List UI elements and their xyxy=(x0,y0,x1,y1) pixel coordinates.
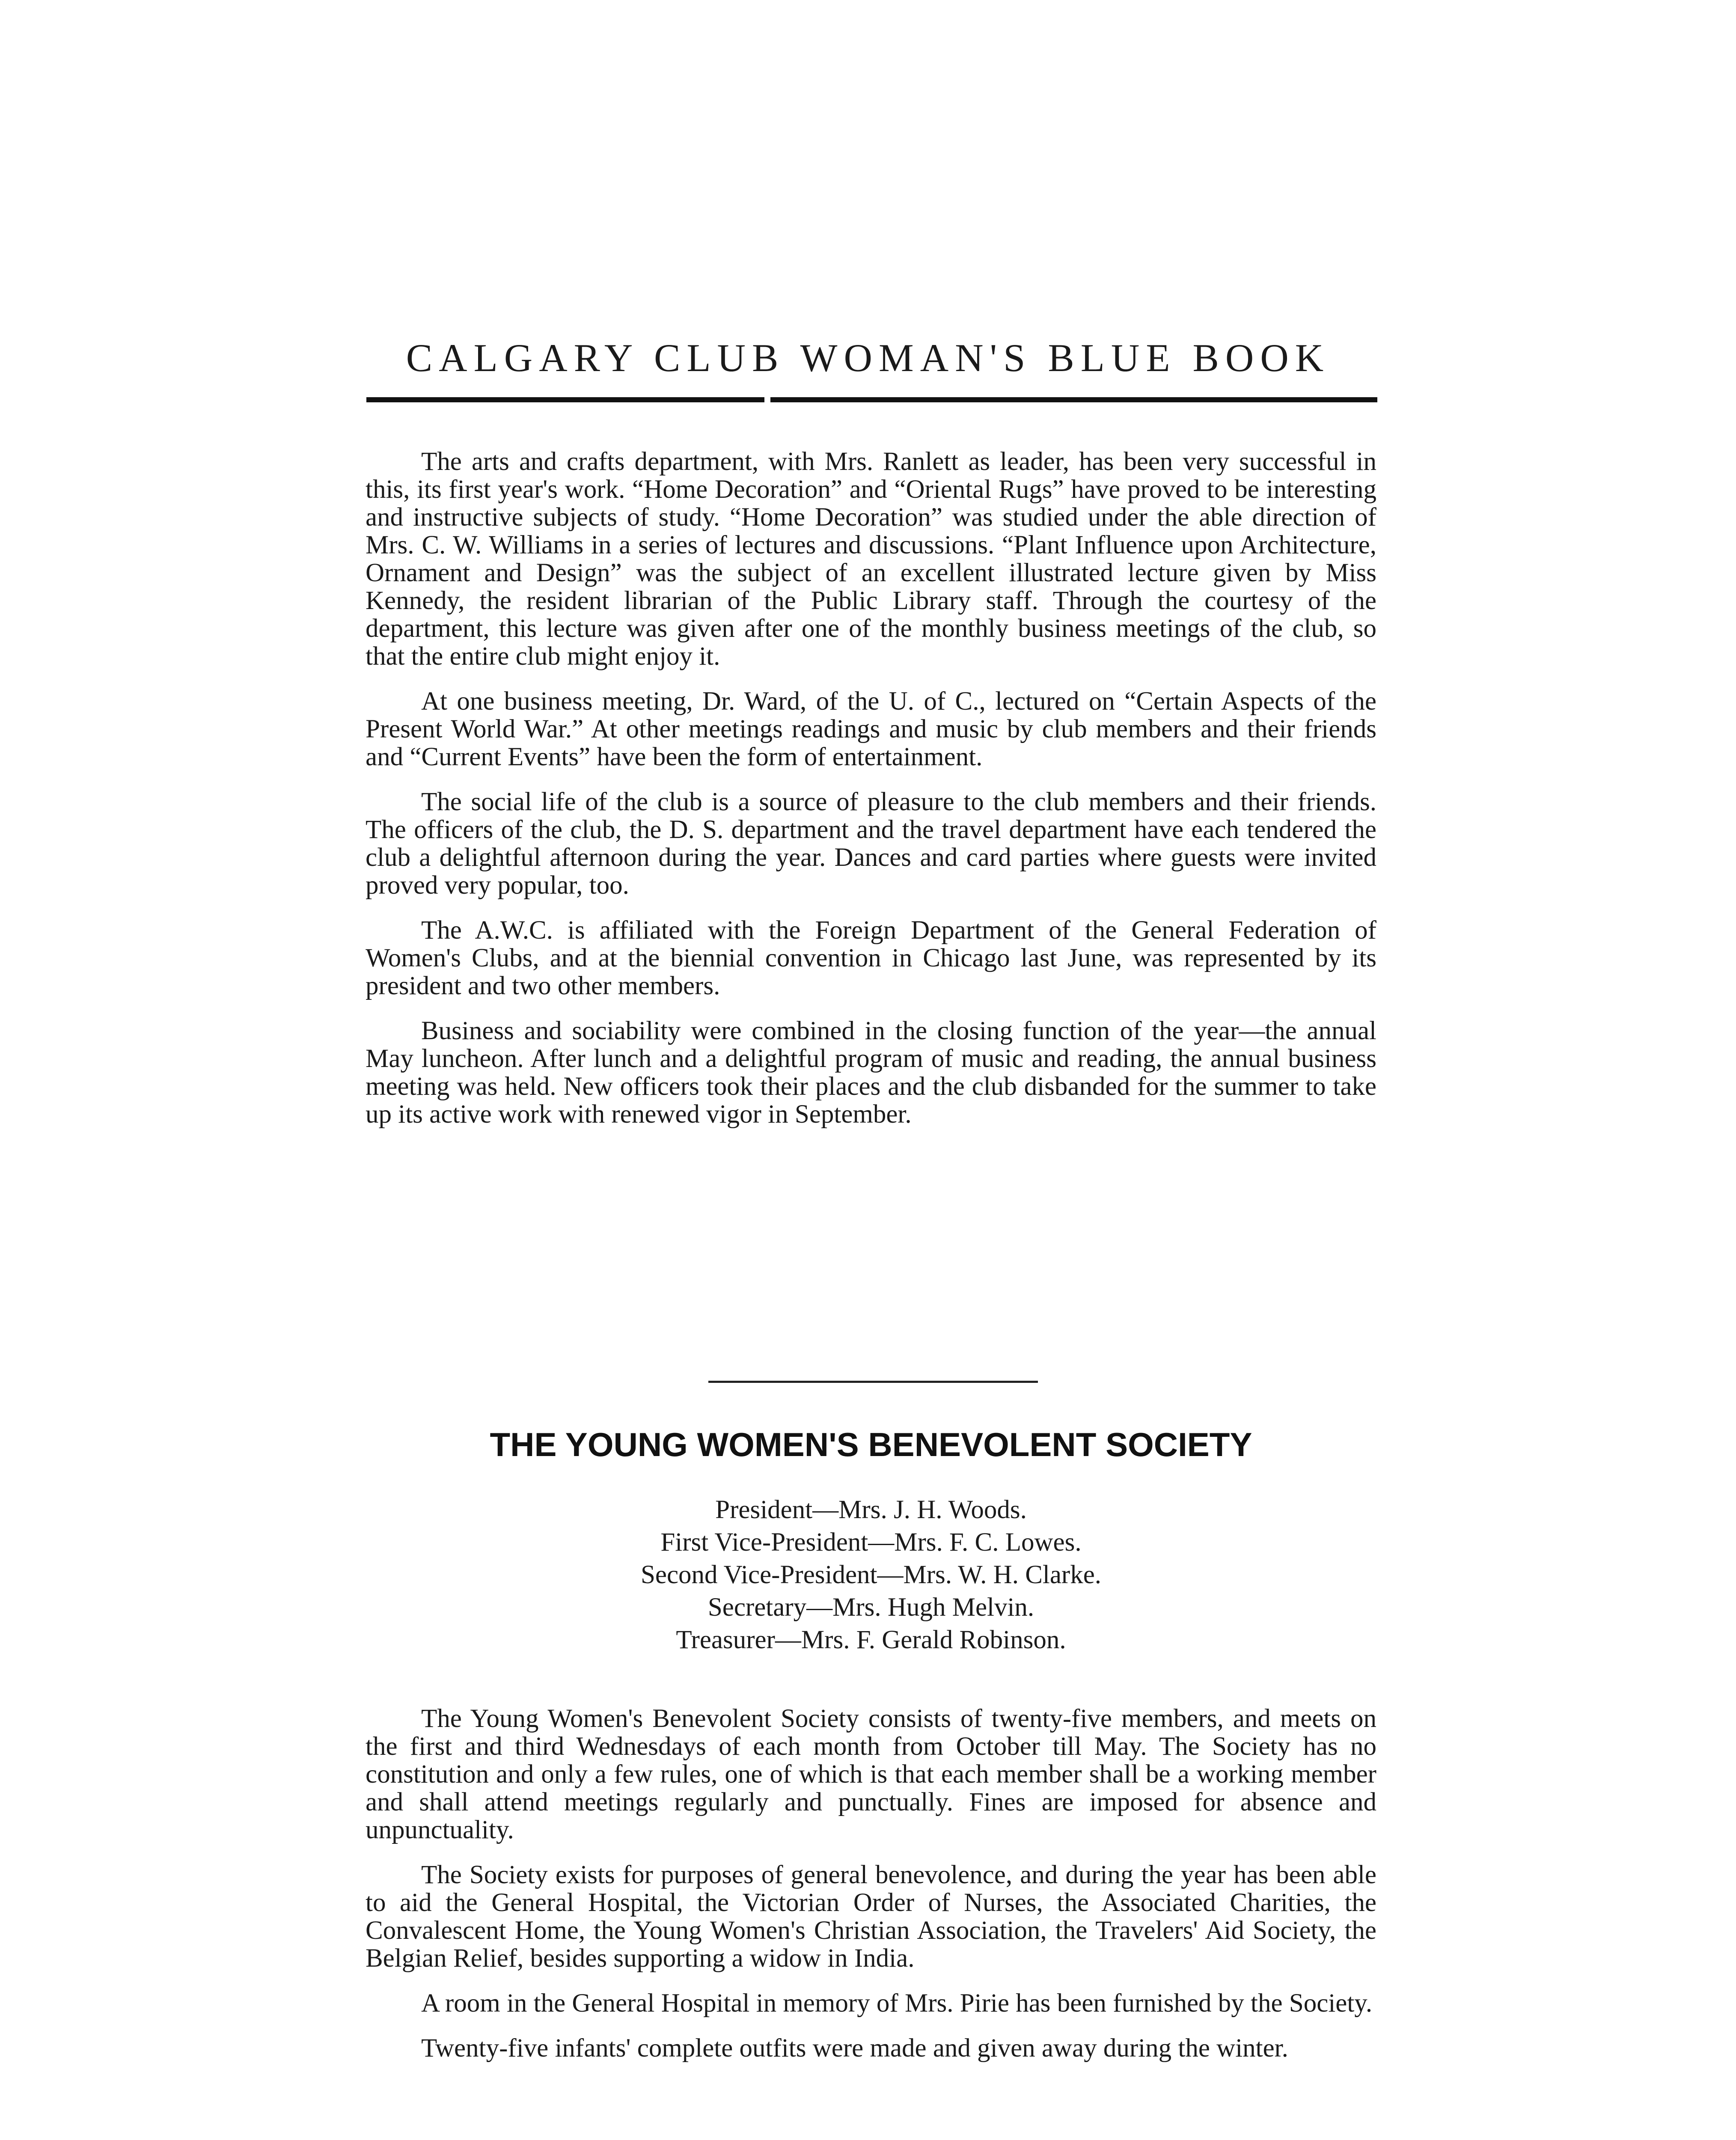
officer-line: Second Vice-President—Mrs. W. H. Clarke. xyxy=(640,1560,1102,1589)
header-rule-left xyxy=(366,397,764,402)
paragraph: A room in the General Hospital in memory of Mrs. Pirie has been furnished by the Society. xyxy=(421,1989,1373,2018)
paragraph: Twenty-five infants' complete outfits were made and given away during the winter. xyxy=(421,2034,1288,2063)
paragraph: At one business meeting, Dr. Ward, of the U. of C., lectured on “Certain Aspects of the Present World War.” At other meetings readings and music by club members and their friends and “Current Events” have been the form of entertainment. xyxy=(366,687,1376,771)
header-rule-right xyxy=(770,397,1377,402)
officer-line: President—Mrs. J. H. Woods. xyxy=(715,1495,1027,1524)
officer-line: Treasurer—Mrs. F. Gerald Robinson. xyxy=(676,1626,1066,1654)
officer-line: First Vice-President—Mrs. F. C. Lowes. xyxy=(660,1528,1082,1557)
paragraph: Business and sociability were combined in the closing function of the year—the annual May luncheon. After lunch and a delightful program of music and reading, the annual business meeting was held. New officers took their places and the club disbanded for the summer to take up its active work with renewed vigor in September. xyxy=(366,1016,1376,1129)
section-heading: THE YOUNG WOMEN'S BENEVOLENT SOCIETY xyxy=(490,1426,1252,1463)
paragraph: The A.W.C. is affiliated with the Foreign Department of the General Federation of Women's Clubs, and at the biennial convention in Chicago last June, was represented by its president and two other members. xyxy=(366,916,1376,1000)
officer-line: Secretary—Mrs. Hugh Melvin. xyxy=(707,1593,1034,1622)
running-header: CALGARY CLUB WOMAN'S BLUE BOOK xyxy=(406,336,1330,380)
society-section xyxy=(366,1705,1376,2079)
paragraph: The Society exists for purposes of general benevolence, and during the year has been able to aid the General Hospital, the Victorian Order of Nurses, the Associated Charities, the Convalescent Home, the Young Women's Christian Association, the Travelers' Aid Society, the Belgian Relief, besides supporting a widow in India. xyxy=(366,1861,1376,1973)
section-divider xyxy=(708,1381,1038,1383)
paragraph: The arts and crafts department, with Mrs. Ranlett as leader, has been very successful in this, its first year's work. “Home Decoration” and “Oriental Rugs” have proved to be interesting and instructive subjects of study. “Home Decoration” was studied under the able direction of Mrs. C. W. Williams in a series of lectures and discussions. “Plant Influence upon Architecture, Ornament and Design” was the subject of an excellent illustrated lecture given by Miss Kennedy, the resident librarian of the Public Library staff. Through the courtesy of the department, this lecture was given after one of the monthly business meetings of the club, so that the entire club might enjoy it. xyxy=(366,447,1376,671)
paragraph: The Young Women's Benevolent Society consists of twenty-five members, and meets on the first and third Wednesdays of each month from October till May. The Society has no constitution and only a few rules, one of which is that each member shall be a working member and shall attend meetings regularly and punctually. Fines are imposed for absence and unpunctuality. xyxy=(366,1704,1376,1844)
arts-club-section xyxy=(366,448,1376,1145)
paragraph: The social life of the club is a source of pleasure to the club members and their friends. The officers of the club, the D. S. department and the travel department have each tendered the club a delightful afternoon during the year. Dances and card parties where guests were invited proved very popular, too. xyxy=(366,788,1376,900)
officers-list xyxy=(366,1494,1376,1656)
